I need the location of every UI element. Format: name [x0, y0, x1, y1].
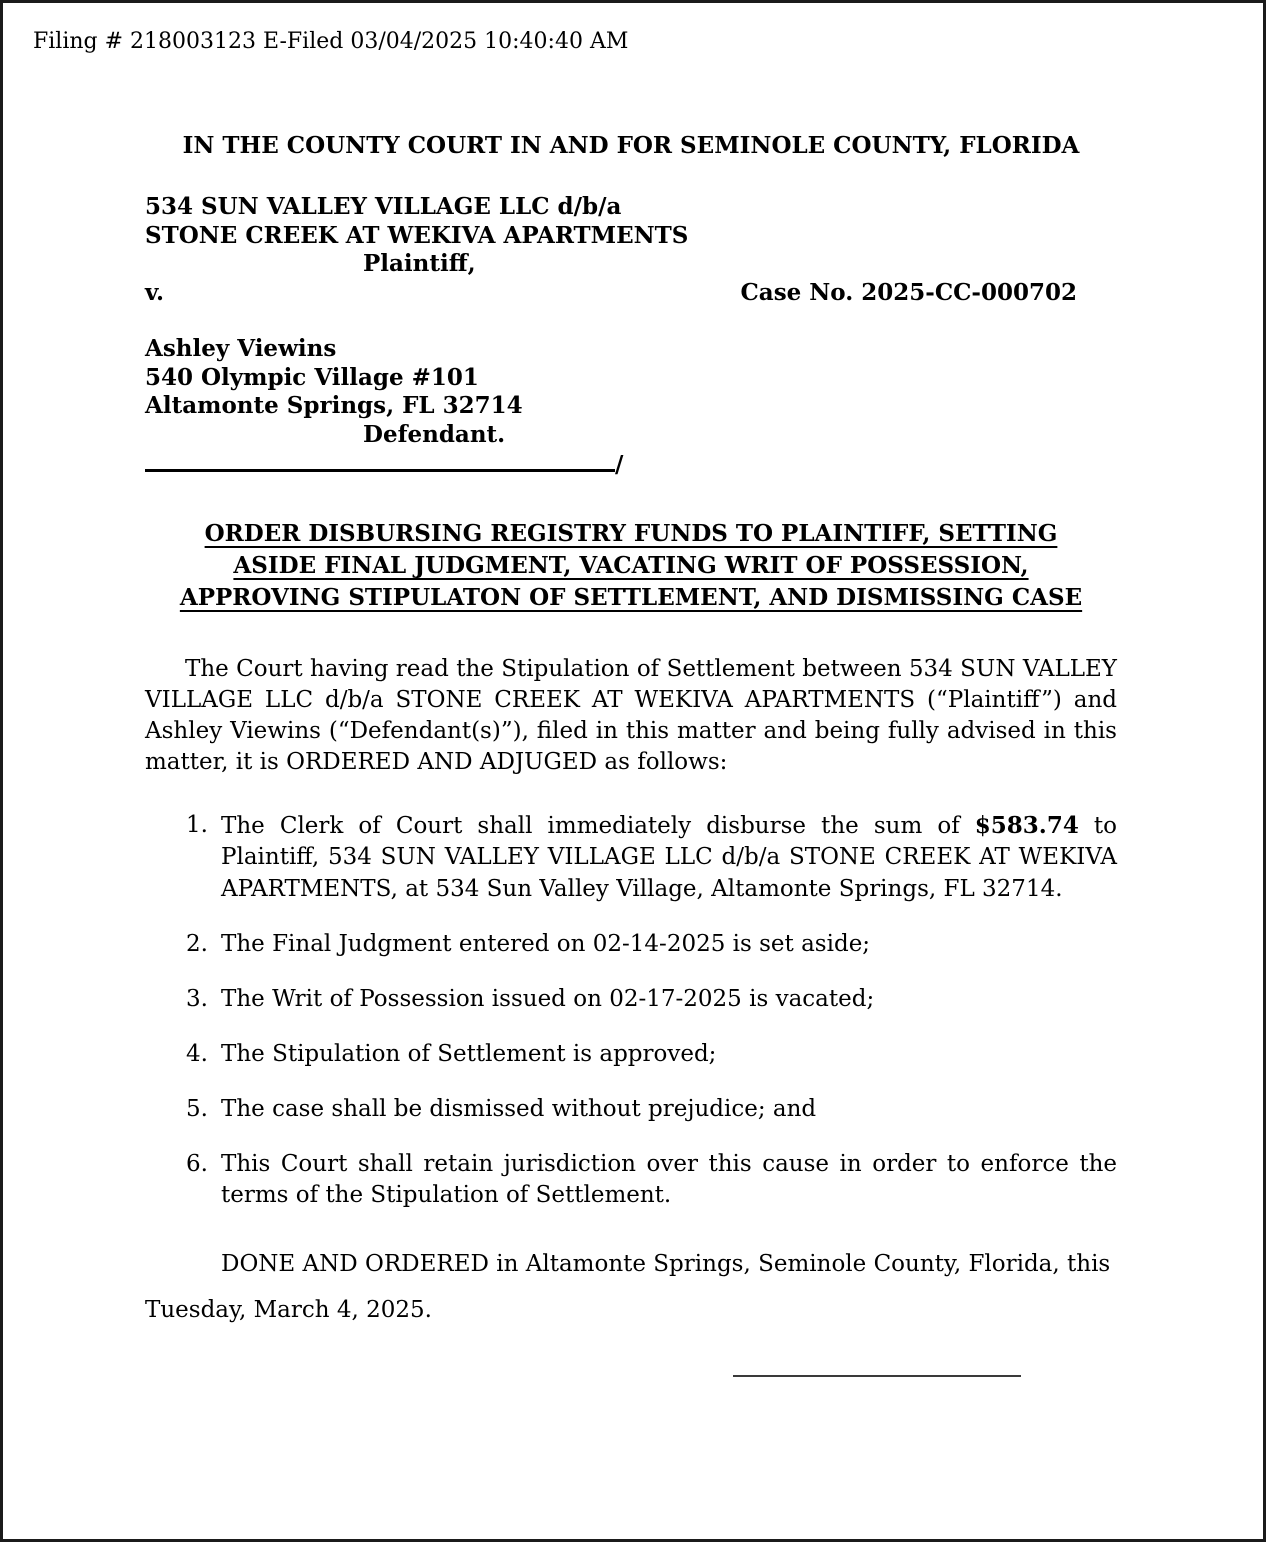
item-6-number: 6.	[186, 1150, 208, 1177]
disbursement-amount: $583.74	[974, 812, 1079, 840]
order-title-line3: APPROVING STIPULATON OF SETTLEMENT, AND DISMISSING CASE	[179, 584, 1083, 612]
intro-paragraph: The Court having read the Stipulation of Settlement between 534 SUN VALLEY VILLAGE LLC d/b/a STONE CREEK AT WEKIVA APARTMENTS (“Plaintiff”) and Ashley Viewins (“Defendant(s)”), filed in this matter and being fully advised in this matter, it is ORDERED AND ADJUGED as follows:	[145, 656, 1117, 776]
court-header: IN THE COUNTY COURT IN AND FOR SEMINOLE COUNTY, FLORIDA	[182, 132, 1080, 159]
plaintiff-role-label: Plaintiff,	[363, 250, 476, 278]
case-caption	[145, 193, 1117, 480]
filing-stamp: Filing # 218003123 E-Filed 03/04/2025 10:40:40 AM	[33, 29, 629, 54]
order-title-line2: ASIDE FINAL JUDGMENT, VACATING WRIT OF POSSESSION,	[233, 551, 1029, 579]
defendant-address-line2: Altamonte Springs, FL 32714	[145, 392, 523, 420]
plaintiff-name-line1: 534 SUN VALLEY VILLAGE LLC d/b/a	[145, 193, 622, 221]
order-item-3	[145, 984, 1117, 1015]
item-2-text: The Final Judgment entered on 02-14-2025 is set aside;	[221, 930, 871, 957]
judge-signature-line	[733, 1375, 1021, 1377]
caption-separator-line	[145, 464, 615, 472]
order-title-line1: ORDER DISBURSING REGISTRY FUNDS TO PLAINTIFF, SETTING	[204, 519, 1058, 547]
item-2-number: 2.	[186, 930, 208, 957]
versus-label: v.	[145, 278, 165, 306]
defendant-name: Ashley Viewins	[145, 335, 337, 363]
item-3-text: The Writ of Possession issued on 02-17-2025 is vacated;	[221, 985, 875, 1012]
item-1-number: 1.	[186, 812, 208, 839]
item-1-text-before: The Clerk of Court shall immediately disburse the sum of	[221, 813, 975, 840]
item-6-text: This Court shall retain jurisdiction over this cause in order to enforce the terms of the Stipulation of Settlement.	[221, 1150, 1117, 1208]
defendant-role-label: Defendant.	[363, 420, 506, 448]
order-item-6	[145, 1149, 1117, 1211]
item-4-number: 4.	[186, 1040, 208, 1067]
item-1-text-after: to Plaintiff, 534 SUN VALLEY VILLAGE LLC d/b/a STONE CREEK AT WEKIVA APARTMENTS, at 534 Sun Valley Village, Altamonte Springs, FL 32714.	[221, 813, 1117, 902]
defendant-block	[145, 335, 1117, 449]
order-item-5	[145, 1094, 1117, 1125]
order-item-4	[145, 1039, 1117, 1070]
closing-paragraph: DONE AND ORDERED in Altamonte Springs, Seminole County, Florida, this Tuesday, March 4, 2025.	[145, 1250, 1111, 1323]
item-3-number: 3.	[186, 985, 208, 1012]
case-number: Case No. 2025-CC-000702	[740, 278, 1077, 306]
caption-separator-slash: /	[615, 451, 624, 479]
order-item-2	[145, 929, 1117, 960]
order-title	[145, 518, 1117, 615]
item-5-text: The case shall be dismissed without prejudice; and	[221, 1095, 817, 1122]
ordered-items-list	[145, 810, 1117, 1210]
item-4-text: The Stipulation of Settlement is approved;	[221, 1040, 717, 1067]
document-content	[3, 130, 1263, 1377]
order-item-1	[145, 810, 1117, 904]
plaintiff-name-line2: STONE CREEK AT WEKIVA APARTMENTS	[145, 221, 689, 249]
versus-row	[145, 279, 1117, 308]
caption-separator	[145, 451, 1117, 480]
defendant-address-line1: 540 Olympic Village #101	[145, 363, 479, 391]
item-5-number: 5.	[186, 1095, 208, 1122]
